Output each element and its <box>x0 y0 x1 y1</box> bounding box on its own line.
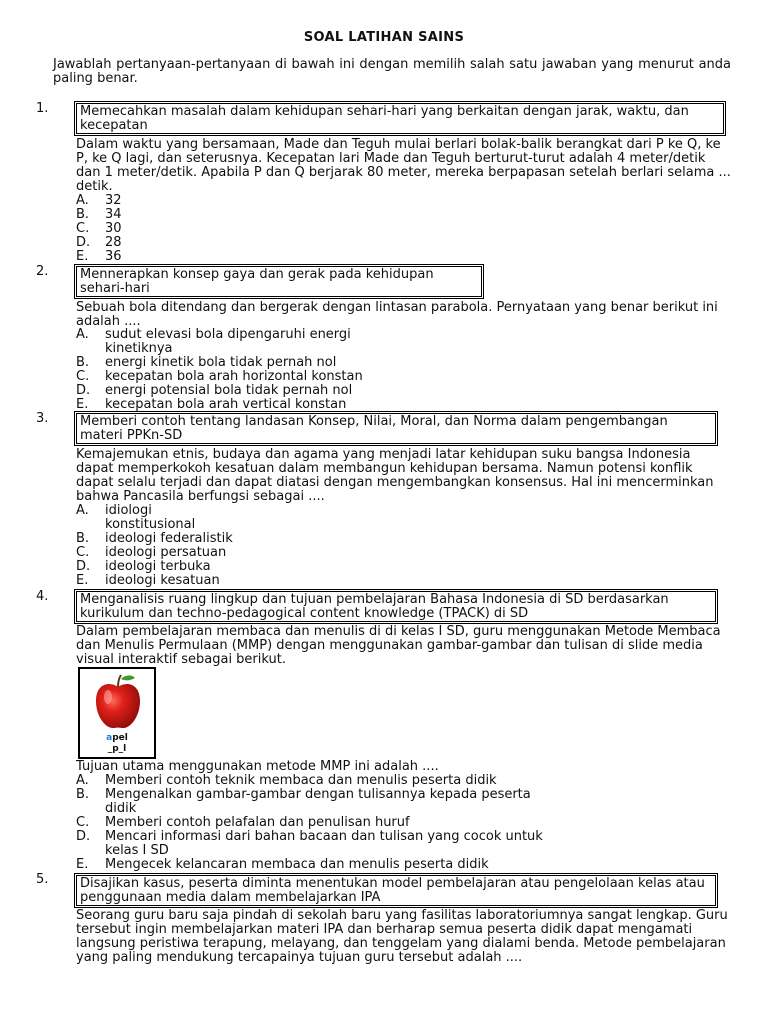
page-title: SOAL LATIHAN SAINS <box>303 30 465 45</box>
option-text: Mencari informasi dari bahan bacaan dan tulisan yang cocok untuk <box>105 829 543 844</box>
option-letter: E. <box>76 857 89 872</box>
option-letter: B. <box>76 355 90 370</box>
option-b[interactable] <box>76 208 122 222</box>
option-letter: E. <box>76 397 89 412</box>
option-letter: B. <box>76 207 90 222</box>
question-stem: Dalam pembelajaran membaca dan menulis di di kelas I SD, guru menggunakan Metode Membaca dan Menulis Permulaan (MMP) dengan menggunakan gambar-gambar dan tulisan di slide media visual interaktif sebagai berikut. <box>76 624 721 667</box>
option-letter: C. <box>76 815 90 830</box>
option-e[interactable] <box>76 574 233 588</box>
option-text: Memberi contoh pelafalan dan penulisan huruf <box>105 815 410 830</box>
option-letter: D. <box>76 383 91 398</box>
option-c[interactable] <box>76 816 543 830</box>
question-number: 2. <box>36 264 49 279</box>
option-letter: D. <box>76 829 91 844</box>
apple-word-rest: pel <box>112 733 128 743</box>
option-text: sudut elevasi bola dipengaruhi energi <box>105 327 351 342</box>
option-a[interactable] <box>76 328 363 356</box>
competency-box: Memecahkan masalah dalam kehidupan sehari-hari yang berkaitan dengan jarak, waktu, dan kecepatan <box>76 103 724 134</box>
option-e[interactable] <box>76 858 543 872</box>
apple-blank-word: _p_l <box>107 744 127 754</box>
option-letter: A. <box>76 193 89 208</box>
option-letter: A. <box>76 503 89 518</box>
option-c[interactable] <box>76 370 363 384</box>
option-b[interactable] <box>76 788 543 816</box>
option-b[interactable] <box>76 356 363 370</box>
option-e[interactable] <box>76 250 122 264</box>
answer-options <box>76 328 363 412</box>
option-letter: E. <box>76 573 89 588</box>
option-text: 30 <box>105 221 122 236</box>
question-stem: Seorang guru baru saja pindah di sekolah baru yang fasilitas laboratoriumnya sangat lengkap. Guru tersebut ingin membelajarkan materi IPA dan berharap semua peserta didik dapat mengamati langsung peristiwa terapung, melayang, dan tenggelam yang dialami benda. Metode pembelajaran yang paling mendukung tercapainya tujuan guru tersebut adalah .... <box>76 908 728 965</box>
option-text-continued: kelas I SD <box>105 843 169 858</box>
option-text: ideologi terbuka <box>105 559 211 574</box>
option-a[interactable] <box>76 504 233 532</box>
option-letter: D. <box>76 559 91 574</box>
question-stem: Sebuah bola ditendang dan bergerak dengan lintasan parabola. Pernyataan yang benar berikut ini adalah .... <box>76 300 718 329</box>
option-text: kecepatan bola arah vertical konstan <box>105 397 347 412</box>
apple-icon <box>92 673 144 731</box>
option-b[interactable] <box>76 532 233 546</box>
option-d[interactable] <box>76 560 233 574</box>
option-a[interactable] <box>76 194 122 208</box>
option-letter: A. <box>76 773 89 788</box>
option-c[interactable] <box>76 222 122 236</box>
option-letter: D. <box>76 235 91 250</box>
option-letter: B. <box>76 787 90 802</box>
option-text: 28 <box>105 235 122 250</box>
question-number: 5. <box>36 872 49 887</box>
apple-word <box>80 733 154 743</box>
competency-box: Disajikan kasus, peserta diminta menentukan model pembelajaran atau pengelolaan kelas atau penggunaan media dalam membelajarkan IPA <box>76 875 716 906</box>
apple-flashcard <box>78 667 156 759</box>
option-text-continued: kinetiknya <box>105 341 173 356</box>
question-stem: Kemajemukan etnis, budaya dan agama yang menjadi latar kehidupan suku bangsa Indonesia dapat memperkokoh kesatuan dalam membangun kehidupan bersama. Namun potensi konflik dapat selalu terjadi dan dapat diatasi dengan mengembangkan konsensus. Hal ini mencerminkan bahwa Pancasila berfungsi sebagai .... <box>76 447 714 504</box>
option-a[interactable] <box>76 774 543 788</box>
option-text: Mengenalkan gambar-gambar dengan tulisannya kepada peserta <box>105 787 531 802</box>
option-text: idiologi <box>105 503 152 518</box>
option-text: 34 <box>105 207 122 222</box>
question-prompt: Tujuan utama menggunakan metode MMP ini adalah .... <box>76 759 439 774</box>
option-letter: C. <box>76 545 90 560</box>
option-text: 32 <box>105 193 122 208</box>
option-text: Mengecek kelancaran membaca dan menulis peserta didik <box>105 857 489 872</box>
competency-box: Menganalisis ruang lingkup dan tujuan pembelajaran Bahasa Indonesia di SD berdasarkan kurikulum dan techno-pedagogical content knowledge (TPACK) di SD <box>76 591 716 622</box>
option-text-continued: konstitusional <box>105 517 196 532</box>
instructions: Jawablah pertanyaan-pertanyaan di bawah ini dengan memilih salah satu jawaban yang menurut anda paling benar. <box>53 57 731 86</box>
answer-options <box>76 774 543 872</box>
option-text: ideologi kesatuan <box>105 573 220 588</box>
option-d[interactable] <box>76 236 122 250</box>
apple-word-first-letter: a <box>106 733 113 743</box>
option-c[interactable] <box>76 546 233 560</box>
competency-box: Mennerapkan konsep gaya dan gerak pada kehidupan sehari-hari <box>76 266 482 297</box>
option-letter: A. <box>76 327 89 342</box>
option-letter: B. <box>76 531 90 546</box>
option-letter: C. <box>76 369 90 384</box>
answer-options <box>76 504 233 588</box>
option-text: ideologi federalistik <box>105 531 233 546</box>
option-d[interactable] <box>76 384 363 398</box>
option-text: 36 <box>105 249 122 264</box>
question-stem: Dalam waktu yang bersamaan, Made dan Teguh mulai berlari bolak-balik berangkat dari P ke Q, ke P, ke Q lagi, dan seterusnya. Kecepatan lari Made dan Teguh berturut-turut adalah 4 meter/detik dan 1 meter/detik. Apabila P dan Q berjarak 80 meter, mereka berpapasan setelah berlari selama ... detik. <box>76 137 731 194</box>
option-text: energi kinetik bola tidak pernah nol <box>105 355 337 370</box>
question-number: 4. <box>36 589 49 604</box>
option-e[interactable] <box>76 398 363 412</box>
competency-box: Memberi contoh tentang landasan Konsep, Nilai, Moral, dan Norma dalam pengembangan materi PPKn-SD <box>76 413 716 444</box>
option-text: kecepatan bola arah horizontal konstan <box>105 369 363 384</box>
question-number: 3. <box>36 411 49 426</box>
option-letter: C. <box>76 221 90 236</box>
option-text-continued: didik <box>105 801 137 816</box>
option-text: energi potensial bola tidak pernah nol <box>105 383 353 398</box>
option-d[interactable] <box>76 830 543 858</box>
question-number: 1. <box>36 101 49 116</box>
answer-options <box>76 194 122 264</box>
option-letter: E. <box>76 249 89 264</box>
option-text: Memberi contoh teknik membaca dan menulis peserta didik <box>105 773 497 788</box>
option-text: ideologi persatuan <box>105 545 227 560</box>
